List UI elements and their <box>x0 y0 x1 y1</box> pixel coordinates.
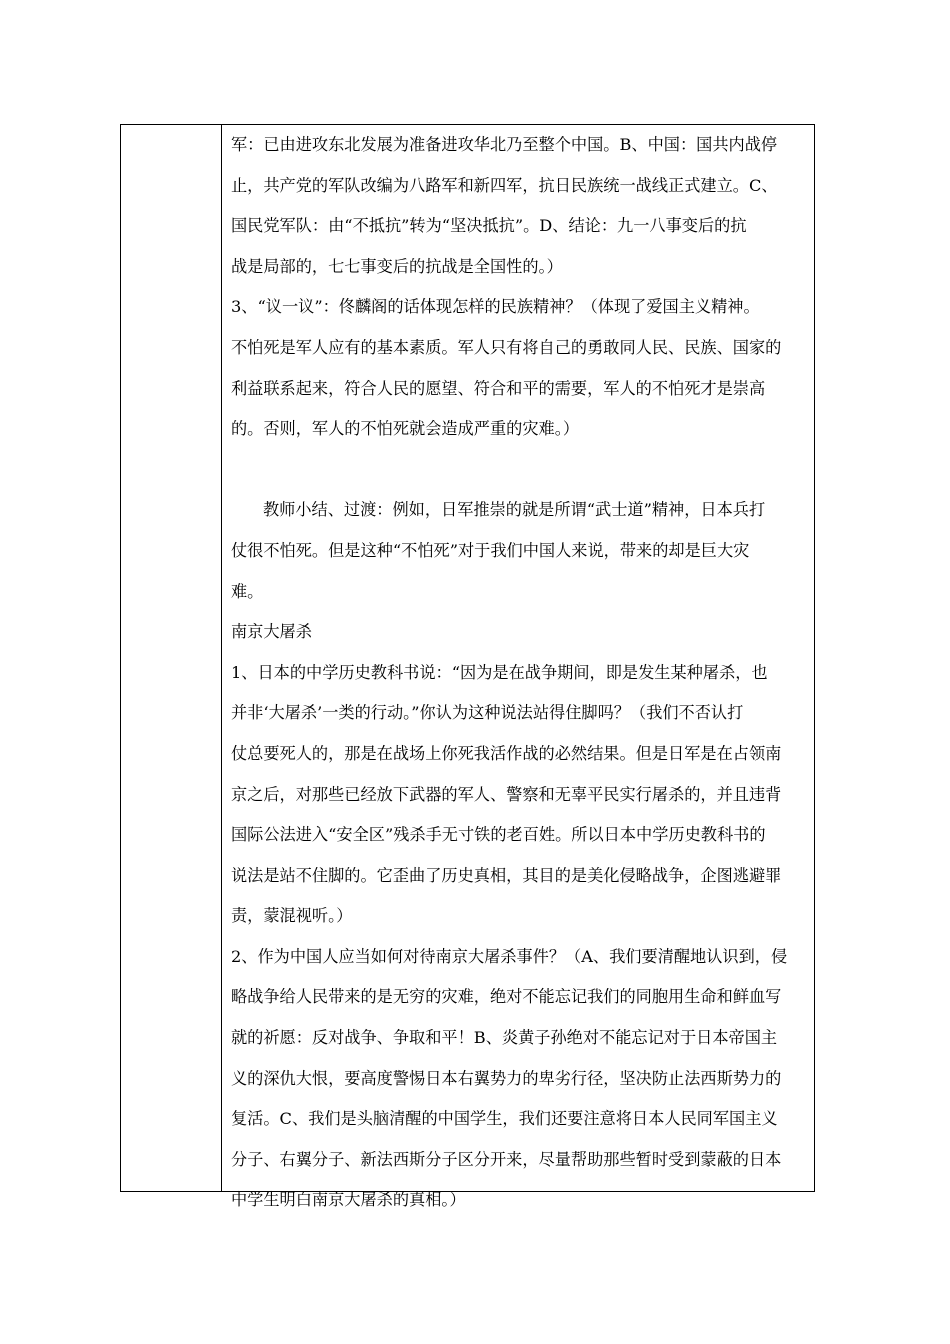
text-line: 复活。C、我们是头脑清醒的中国学生，我们还要注意将日本人民同军国主义 <box>231 1109 778 1129</box>
text-line: 国民党军队：由“不抵抗”转为“坚决抵抗”。D、结论：九一八事变后的抗 <box>231 216 747 236</box>
text-line: 国际公法进入“安全区”残杀手无寸铁的老百姓。所以日本中学历史教科书的 <box>231 825 766 845</box>
text-line: 3、“议一议”：佟麟阁的话体现怎样的民族精神？（体现了爱国主义精神。 <box>231 297 760 317</box>
text-line: 并非‘大屠杀’一类的行动。”你认为这种说法站得住脚吗？（我们不否认打 <box>231 703 744 723</box>
text-line: 仗总要死人的，那是在战场上你死我活作战的必然结果。但是日军是在占领南 <box>231 743 782 763</box>
text-line: 略战争给人民带来的是无穷的灾难，绝对不能忘记我们的同胞用生命和鲜血写 <box>231 987 782 1007</box>
blank-line <box>231 450 807 491</box>
text-line: 分子、右翼分子、新法西斯分子区分开来，尽量帮助那些暂时受到蒙蔽的日本 <box>231 1149 782 1169</box>
section-heading: 南京大屠杀 <box>231 622 312 642</box>
text-line: 1、日本的中学历史教科书说：“因为是在战争期间，即是发生某种屠杀，也 <box>231 662 768 682</box>
text-line: 中学生明白南京大屠杀的真相。） <box>231 1190 466 1210</box>
text-line: 教师小结、过渡：例如，日军推崇的就是所谓“武士道”精神，日本兵打 <box>263 500 766 520</box>
text-line: 利益联系起来，符合人民的愿望、符合和平的需要，军人的不怕死才是崇高 <box>231 378 766 398</box>
text-line: 不怕死是军人应有的基本素质。军人只有将自己的勇敢同人民、民族、国家的 <box>231 337 782 357</box>
content-cell <box>231 125 807 1221</box>
text-line: 说法是站不住脚的。它歪曲了历史真相，其目的是美化侵略战争，企图逃避罪 <box>231 865 782 885</box>
left-column-cell <box>121 125 222 1191</box>
text-line: 的。否则，军人的不怕死就会造成严重的灾难。） <box>231 419 580 439</box>
text-line: 止，共产党的军队改编为八路军和新四军，抗日民族统一战线正式建立。C、 <box>231 175 778 195</box>
text-line: 仗很不怕死。但是这种“不怕死”对于我们中国人来说，带来的却是巨大灾 <box>231 540 750 560</box>
text-line: 就的祈愿：反对战争、争取和平！B、炎黄子孙绝对不能忘记对于日本帝国主 <box>231 1028 778 1048</box>
lesson-table <box>120 124 815 1210</box>
text-line: 2、作为中国人应当如何对待南京大屠杀事件？（A、我们要清醒地认识到，侵 <box>231 946 788 966</box>
text-line: 难。 <box>231 581 264 601</box>
text-line: 京之后，对那些已经放下武器的军人、警察和无辜平民实行屠杀的，并且违背 <box>231 784 782 804</box>
text-line: 责，蒙混视听。） <box>231 906 353 926</box>
text-line: 义的深仇大恨，要高度警惕日本右翼势力的卑劣行径，坚决防止法西斯势力的 <box>231 1068 782 1088</box>
text-line: 战是局部的，七七事变后的抗战是全国性的。） <box>231 256 563 276</box>
text-line: 军：已由进攻东北发展为准备进攻华北乃至整个中国。B、中国：国共内战停 <box>231 135 778 154</box>
